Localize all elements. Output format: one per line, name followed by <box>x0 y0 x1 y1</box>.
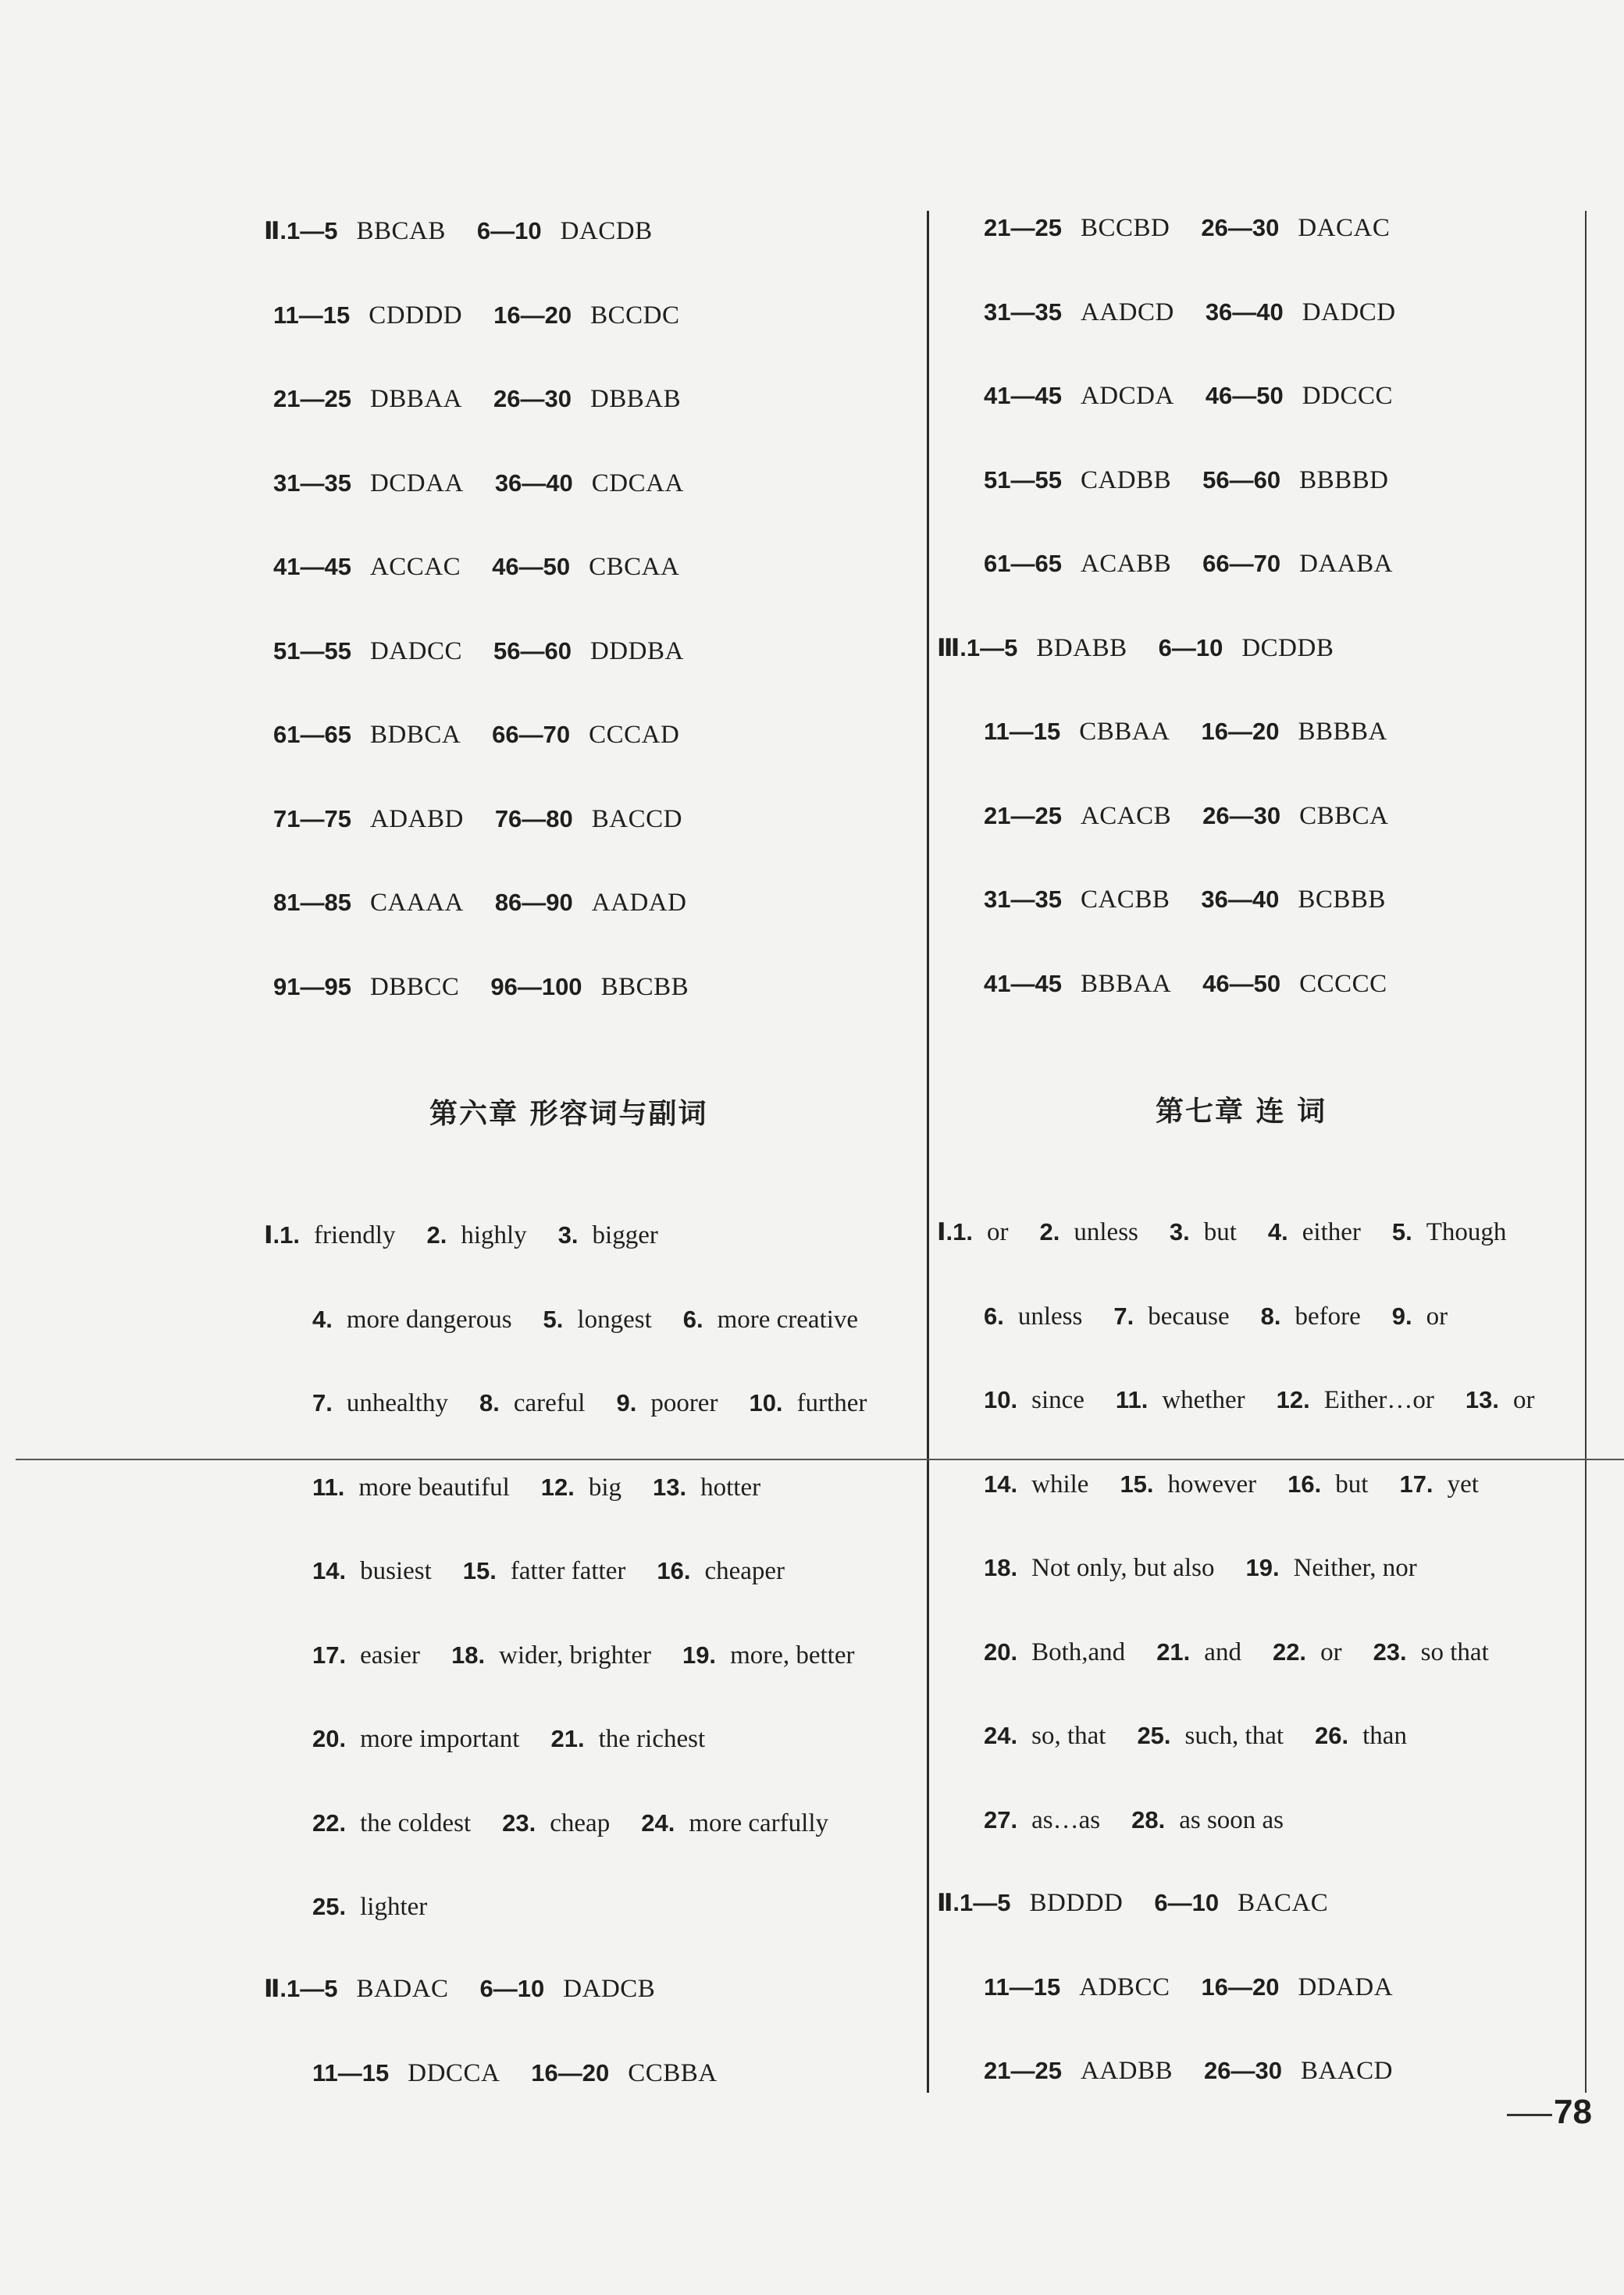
answer-row <box>264 1972 655 2006</box>
item-number: Ⅰ.1. <box>264 1221 301 1249</box>
answer-key: BBBAA <box>1080 969 1172 998</box>
answer-word: while <box>1031 1470 1089 1499</box>
answer-word: or <box>1320 1638 1342 1666</box>
answer-key: DBBAA <box>369 385 462 413</box>
answer-word: hotter <box>700 1473 761 1502</box>
answer-word: Not only, but also <box>1031 1554 1215 1582</box>
item-number: 14. <box>984 1470 1018 1498</box>
item-number: 4. <box>1267 1218 1288 1246</box>
item-number: 22. <box>1272 1638 1307 1666</box>
answer-word: Either…or <box>1323 1386 1434 1414</box>
answer-word: more beautiful <box>358 1473 510 1502</box>
item-range: 36—40 <box>1205 298 1284 326</box>
item-range: 56—60 <box>1202 465 1281 494</box>
answer-line <box>312 1470 760 1505</box>
item-number: 12. <box>540 1473 575 1501</box>
answer-word: easier <box>360 1641 421 1670</box>
answer-key: BDABB <box>1036 633 1127 662</box>
answer-word: however <box>1167 1470 1257 1499</box>
item-number: 26. <box>1315 1722 1349 1749</box>
item-range: 21—25 <box>984 2057 1062 2084</box>
answer-line <box>984 1551 1417 1585</box>
answer-line <box>312 1638 855 1673</box>
item-range: 41—45 <box>984 969 1062 997</box>
item-range: 46—50 <box>1202 969 1281 997</box>
answer-word: more important <box>360 1725 520 1753</box>
answer-key: CADBB <box>1080 465 1172 494</box>
page-number: 78 <box>1554 2093 1592 2131</box>
answer-row <box>273 970 689 1004</box>
answer-word: unless <box>1074 1218 1138 1246</box>
answer-row <box>984 715 1387 749</box>
answer-word: busiest <box>360 1557 432 1585</box>
column-divider <box>927 211 929 2093</box>
item-number: 16. <box>1287 1470 1322 1498</box>
item-number: 10. <box>749 1389 783 1417</box>
item-range: 76—80 <box>494 804 573 832</box>
answer-row <box>984 379 1393 413</box>
item-range: Ⅱ.1—5 <box>264 1975 338 2002</box>
answer-line <box>312 1554 785 1588</box>
item-number: 7. <box>312 1389 333 1417</box>
item-number: 8. <box>479 1389 500 1417</box>
answer-key: DDADA <box>1298 1972 1394 2001</box>
answer-key: CDDDD <box>369 301 463 330</box>
item-range: 21—25 <box>984 801 1062 829</box>
answer-row <box>937 1886 1328 1920</box>
answer-word: and <box>1204 1638 1241 1666</box>
answer-word: before <box>1295 1302 1361 1331</box>
answer-key: DADCC <box>369 636 462 665</box>
answer-key: BDBCA <box>369 721 461 749</box>
answer-key: BAACD <box>1300 2057 1393 2085</box>
item-number: 20. <box>312 1725 347 1752</box>
answer-row <box>984 1970 1393 2005</box>
item-number: 14. <box>312 1557 347 1584</box>
item-number: 9. <box>1391 1302 1412 1330</box>
answer-key: ACCAC <box>369 553 461 581</box>
answer-word: either <box>1302 1218 1361 1246</box>
answer-word: the richest <box>598 1725 706 1753</box>
answer-line <box>312 1722 705 1756</box>
item-number: 15. <box>462 1557 497 1584</box>
answer-word: friendly <box>314 1221 396 1249</box>
answer-key: CACBB <box>1080 886 1170 914</box>
answer-word: because <box>1148 1302 1230 1331</box>
item-number: 12. <box>1276 1386 1310 1413</box>
answer-word: cheaper <box>704 1557 785 1585</box>
answer-line <box>312 1806 828 1841</box>
answer-word: so that <box>1420 1638 1489 1666</box>
answer-key: CCCAD <box>589 721 680 749</box>
answer-word: than <box>1362 1722 1407 1750</box>
answer-key: AADCD <box>1080 298 1174 326</box>
answer-row <box>273 886 686 920</box>
answer-key: DADCD <box>1302 298 1396 326</box>
item-number: 11. <box>312 1473 345 1501</box>
item-range: 66—70 <box>492 721 571 748</box>
item-range: 31—35 <box>984 886 1062 913</box>
answer-key: BCCDC <box>590 301 680 330</box>
answer-word: as soon as <box>1179 1805 1284 1834</box>
answer-key: ACACB <box>1080 801 1172 830</box>
item-number: 18. <box>451 1641 486 1669</box>
item-number: 25. <box>312 1893 347 1920</box>
answer-word: since <box>1031 1386 1084 1414</box>
answer-word: or <box>1426 1302 1448 1331</box>
answer-key: CBBAA <box>1079 718 1170 746</box>
item-range: 26—30 <box>1201 214 1280 241</box>
item-range: 26—30 <box>1204 2057 1282 2084</box>
answer-key: BADAC <box>356 1975 449 2003</box>
item-number: 2. <box>426 1221 447 1249</box>
answer-key: ADCDA <box>1080 382 1174 410</box>
answer-word: or <box>987 1218 1009 1246</box>
answer-row <box>984 547 1393 581</box>
answer-row <box>312 2056 718 2090</box>
item-range: 26—30 <box>1202 801 1281 829</box>
item-range: 31—35 <box>273 469 351 497</box>
item-range: 46—50 <box>492 553 571 580</box>
answer-row <box>264 214 653 248</box>
fold-line <box>16 1459 1624 1460</box>
item-number: 20. <box>984 1638 1018 1666</box>
item-number: 9. <box>616 1389 637 1417</box>
answer-word: Though <box>1426 1218 1507 1246</box>
answer-word: lighter <box>360 1893 428 1921</box>
answer-key: DACDB <box>560 217 653 245</box>
answer-line <box>312 1890 427 1924</box>
item-range: 71—75 <box>273 804 351 832</box>
answer-key: ACABB <box>1080 550 1172 578</box>
answer-word: but <box>1203 1218 1237 1246</box>
item-range: 61—65 <box>273 721 351 748</box>
answer-key: CAAAA <box>369 889 464 917</box>
answer-word: poorer <box>650 1389 718 1417</box>
answer-word: Both,and <box>1031 1638 1126 1666</box>
item-number: 19. <box>1245 1554 1280 1581</box>
answer-key: CDCAA <box>591 469 684 497</box>
chapter-title: 第六章 形容词与副词 <box>429 1098 708 1130</box>
chapter-title: 第七章 连 词 <box>1156 1096 1327 1128</box>
answer-word: but <box>1335 1470 1369 1499</box>
answer-line <box>984 1719 1407 1753</box>
item-number: 15. <box>1120 1470 1154 1498</box>
item-number: 27. <box>984 1805 1018 1834</box>
answer-word: wider, brighter <box>499 1641 651 1670</box>
item-number: 19. <box>682 1641 717 1669</box>
item-range: 16—20 <box>1201 1972 1280 2001</box>
item-range: 11—15 <box>312 2058 390 2087</box>
item-number: 5. <box>543 1305 564 1333</box>
item-range: Ⅲ.1—5 <box>937 633 1018 661</box>
answer-row <box>984 967 1387 1001</box>
item-number: 23. <box>1373 1638 1407 1666</box>
answer-word: longest <box>577 1305 652 1334</box>
item-range: 6—10 <box>1158 633 1223 661</box>
item-range: 26—30 <box>493 385 572 412</box>
answer-key: DBBAB <box>589 385 682 413</box>
answer-line <box>264 1218 658 1253</box>
item-number: 6. <box>984 1302 1004 1330</box>
item-number: 2. <box>1039 1218 1060 1246</box>
answer-key: DAABA <box>1299 550 1393 578</box>
answer-key: BACAC <box>1238 1889 1329 1917</box>
answer-row <box>273 466 684 501</box>
item-range: 36—40 <box>1201 886 1280 913</box>
item-number: 6. <box>682 1305 703 1333</box>
item-number: 3. <box>1169 1218 1190 1246</box>
item-range: 11—15 <box>984 1972 1061 2001</box>
answer-key: BBCAB <box>356 217 446 245</box>
answer-row <box>273 802 682 836</box>
answer-word: more, better <box>730 1641 855 1670</box>
item-number: 23. <box>502 1809 536 1837</box>
page-number-rule <box>1507 2114 1552 2116</box>
answer-key: DCDDB <box>1241 633 1334 662</box>
answer-word: so, that <box>1031 1722 1106 1750</box>
item-number: 11. <box>1115 1386 1149 1413</box>
item-range: 36—40 <box>494 469 573 497</box>
answer-key: CCBBA <box>628 2058 718 2087</box>
answer-row <box>984 211 1390 245</box>
answer-key: BBBBD <box>1299 465 1389 494</box>
answer-key: DCDAA <box>369 469 464 497</box>
answer-word: more creative <box>717 1305 859 1334</box>
item-range: 61—65 <box>984 550 1062 577</box>
answer-word: unhealthy <box>346 1389 448 1417</box>
answer-row <box>273 550 679 584</box>
answer-word: whether <box>1162 1386 1245 1414</box>
answer-key: BACCD <box>591 804 682 833</box>
answer-row <box>273 382 681 416</box>
item-number: 16. <box>657 1557 691 1584</box>
answer-line <box>984 1383 1534 1417</box>
answer-key: BBBBA <box>1298 718 1387 746</box>
answer-key: DADCB <box>563 1975 656 2003</box>
item-number: 7. <box>1113 1302 1134 1330</box>
answer-key: ADBCC <box>1079 1972 1170 2001</box>
answer-word: as…as <box>1031 1805 1101 1834</box>
answer-row <box>984 882 1386 917</box>
item-number: 17. <box>1399 1470 1433 1498</box>
item-range: 21—25 <box>273 385 351 412</box>
answer-word: Neither, nor <box>1293 1554 1417 1582</box>
answer-line <box>984 1635 1489 1670</box>
item-number: 5. <box>1391 1218 1412 1246</box>
answer-word: further <box>796 1389 867 1417</box>
answer-line <box>984 1299 1448 1334</box>
answer-key: BBCBB <box>600 972 689 1001</box>
item-range: 6—10 <box>476 217 542 244</box>
item-number: 21. <box>550 1725 585 1752</box>
answer-key: CCCCC <box>1299 969 1387 998</box>
answer-key: BCCBD <box>1080 214 1170 242</box>
answer-word: highly <box>461 1221 527 1249</box>
answer-row <box>984 799 1389 833</box>
item-number: 10. <box>984 1386 1018 1413</box>
item-range: Ⅱ.1—5 <box>264 217 338 244</box>
answer-key: DDDBA <box>589 636 684 665</box>
item-range: 6—10 <box>479 1975 545 2002</box>
answer-key: ADABD <box>369 804 464 833</box>
answer-row <box>273 298 679 333</box>
answer-word: unless <box>1017 1302 1083 1331</box>
answer-key: AADAD <box>591 889 687 917</box>
item-range: 96—100 <box>490 972 582 1000</box>
item-range: 16—20 <box>531 2058 610 2087</box>
right-border <box>1585 211 1587 2093</box>
answer-word: or <box>1512 1386 1535 1414</box>
answer-line <box>984 1467 1479 1502</box>
item-number: 4. <box>312 1305 333 1333</box>
item-number: Ⅰ.1. <box>937 1218 974 1246</box>
item-range: 81—85 <box>273 889 351 916</box>
item-range: 11—15 <box>984 718 1061 745</box>
answer-word: such, that <box>1184 1722 1284 1750</box>
answer-word: the coldest <box>360 1809 472 1837</box>
item-range: 21—25 <box>984 214 1062 241</box>
answer-key: DDCCC <box>1302 382 1393 410</box>
answer-word: yet <box>1447 1470 1479 1499</box>
answer-row <box>273 634 684 668</box>
item-range: 46—50 <box>1205 382 1284 409</box>
answer-key: CBCAA <box>589 553 680 581</box>
answer-word: careful <box>513 1389 586 1417</box>
answer-word: fatter fatter <box>510 1557 626 1585</box>
answer-row <box>984 295 1396 330</box>
item-range: 41—45 <box>984 382 1062 409</box>
item-number: 3. <box>557 1221 579 1249</box>
item-number: 21. <box>1156 1638 1191 1666</box>
item-number: 28. <box>1131 1805 1166 1834</box>
item-number: 24. <box>984 1722 1018 1749</box>
answer-key: CBBCA <box>1299 801 1389 830</box>
answer-key: DBBCC <box>369 972 460 1001</box>
answer-word: more dangerous <box>346 1305 512 1334</box>
item-range: 16—20 <box>493 301 572 329</box>
answer-key: BDDDD <box>1029 1889 1124 1917</box>
item-range: 31—35 <box>984 298 1062 326</box>
answer-key: DDCCA <box>408 2058 500 2087</box>
item-range: 66—70 <box>1202 550 1281 577</box>
answer-word: big <box>588 1473 622 1502</box>
answer-line <box>937 1215 1506 1249</box>
item-range: Ⅱ.1—5 <box>937 1889 1011 1916</box>
answer-row <box>984 2054 1393 2088</box>
item-range: 11—15 <box>273 301 351 329</box>
answer-key: AADBB <box>1080 2057 1173 2085</box>
item-number: 13. <box>653 1473 687 1501</box>
answer-line <box>312 1303 858 1337</box>
item-number: 25. <box>1137 1722 1171 1749</box>
answer-key: BCBBB <box>1298 886 1386 914</box>
item-number: 13. <box>1465 1386 1499 1413</box>
item-range: 6—10 <box>1154 1889 1220 1916</box>
answer-line <box>312 1386 867 1420</box>
item-range: 86—90 <box>494 889 573 916</box>
item-range: 41—45 <box>273 553 351 580</box>
item-range: 56—60 <box>493 636 572 665</box>
answer-row <box>937 631 1334 665</box>
item-number: 22. <box>312 1809 347 1837</box>
item-range: 91—95 <box>273 972 351 1000</box>
item-range: 51—55 <box>984 465 1062 494</box>
answer-line <box>984 1803 1284 1837</box>
item-number: 24. <box>641 1809 675 1837</box>
item-range: 51—55 <box>273 636 351 665</box>
answer-word: more carfully <box>689 1809 828 1837</box>
item-number: 8. <box>1260 1302 1281 1330</box>
answer-word: cheap <box>550 1809 611 1837</box>
item-number: 18. <box>984 1554 1018 1581</box>
item-number: 17. <box>312 1641 347 1669</box>
answer-word: bigger <box>592 1221 658 1249</box>
answer-row <box>273 718 679 752</box>
item-range: 16—20 <box>1201 718 1280 745</box>
answer-row <box>984 463 1389 497</box>
answer-key: DACAC <box>1298 214 1391 242</box>
